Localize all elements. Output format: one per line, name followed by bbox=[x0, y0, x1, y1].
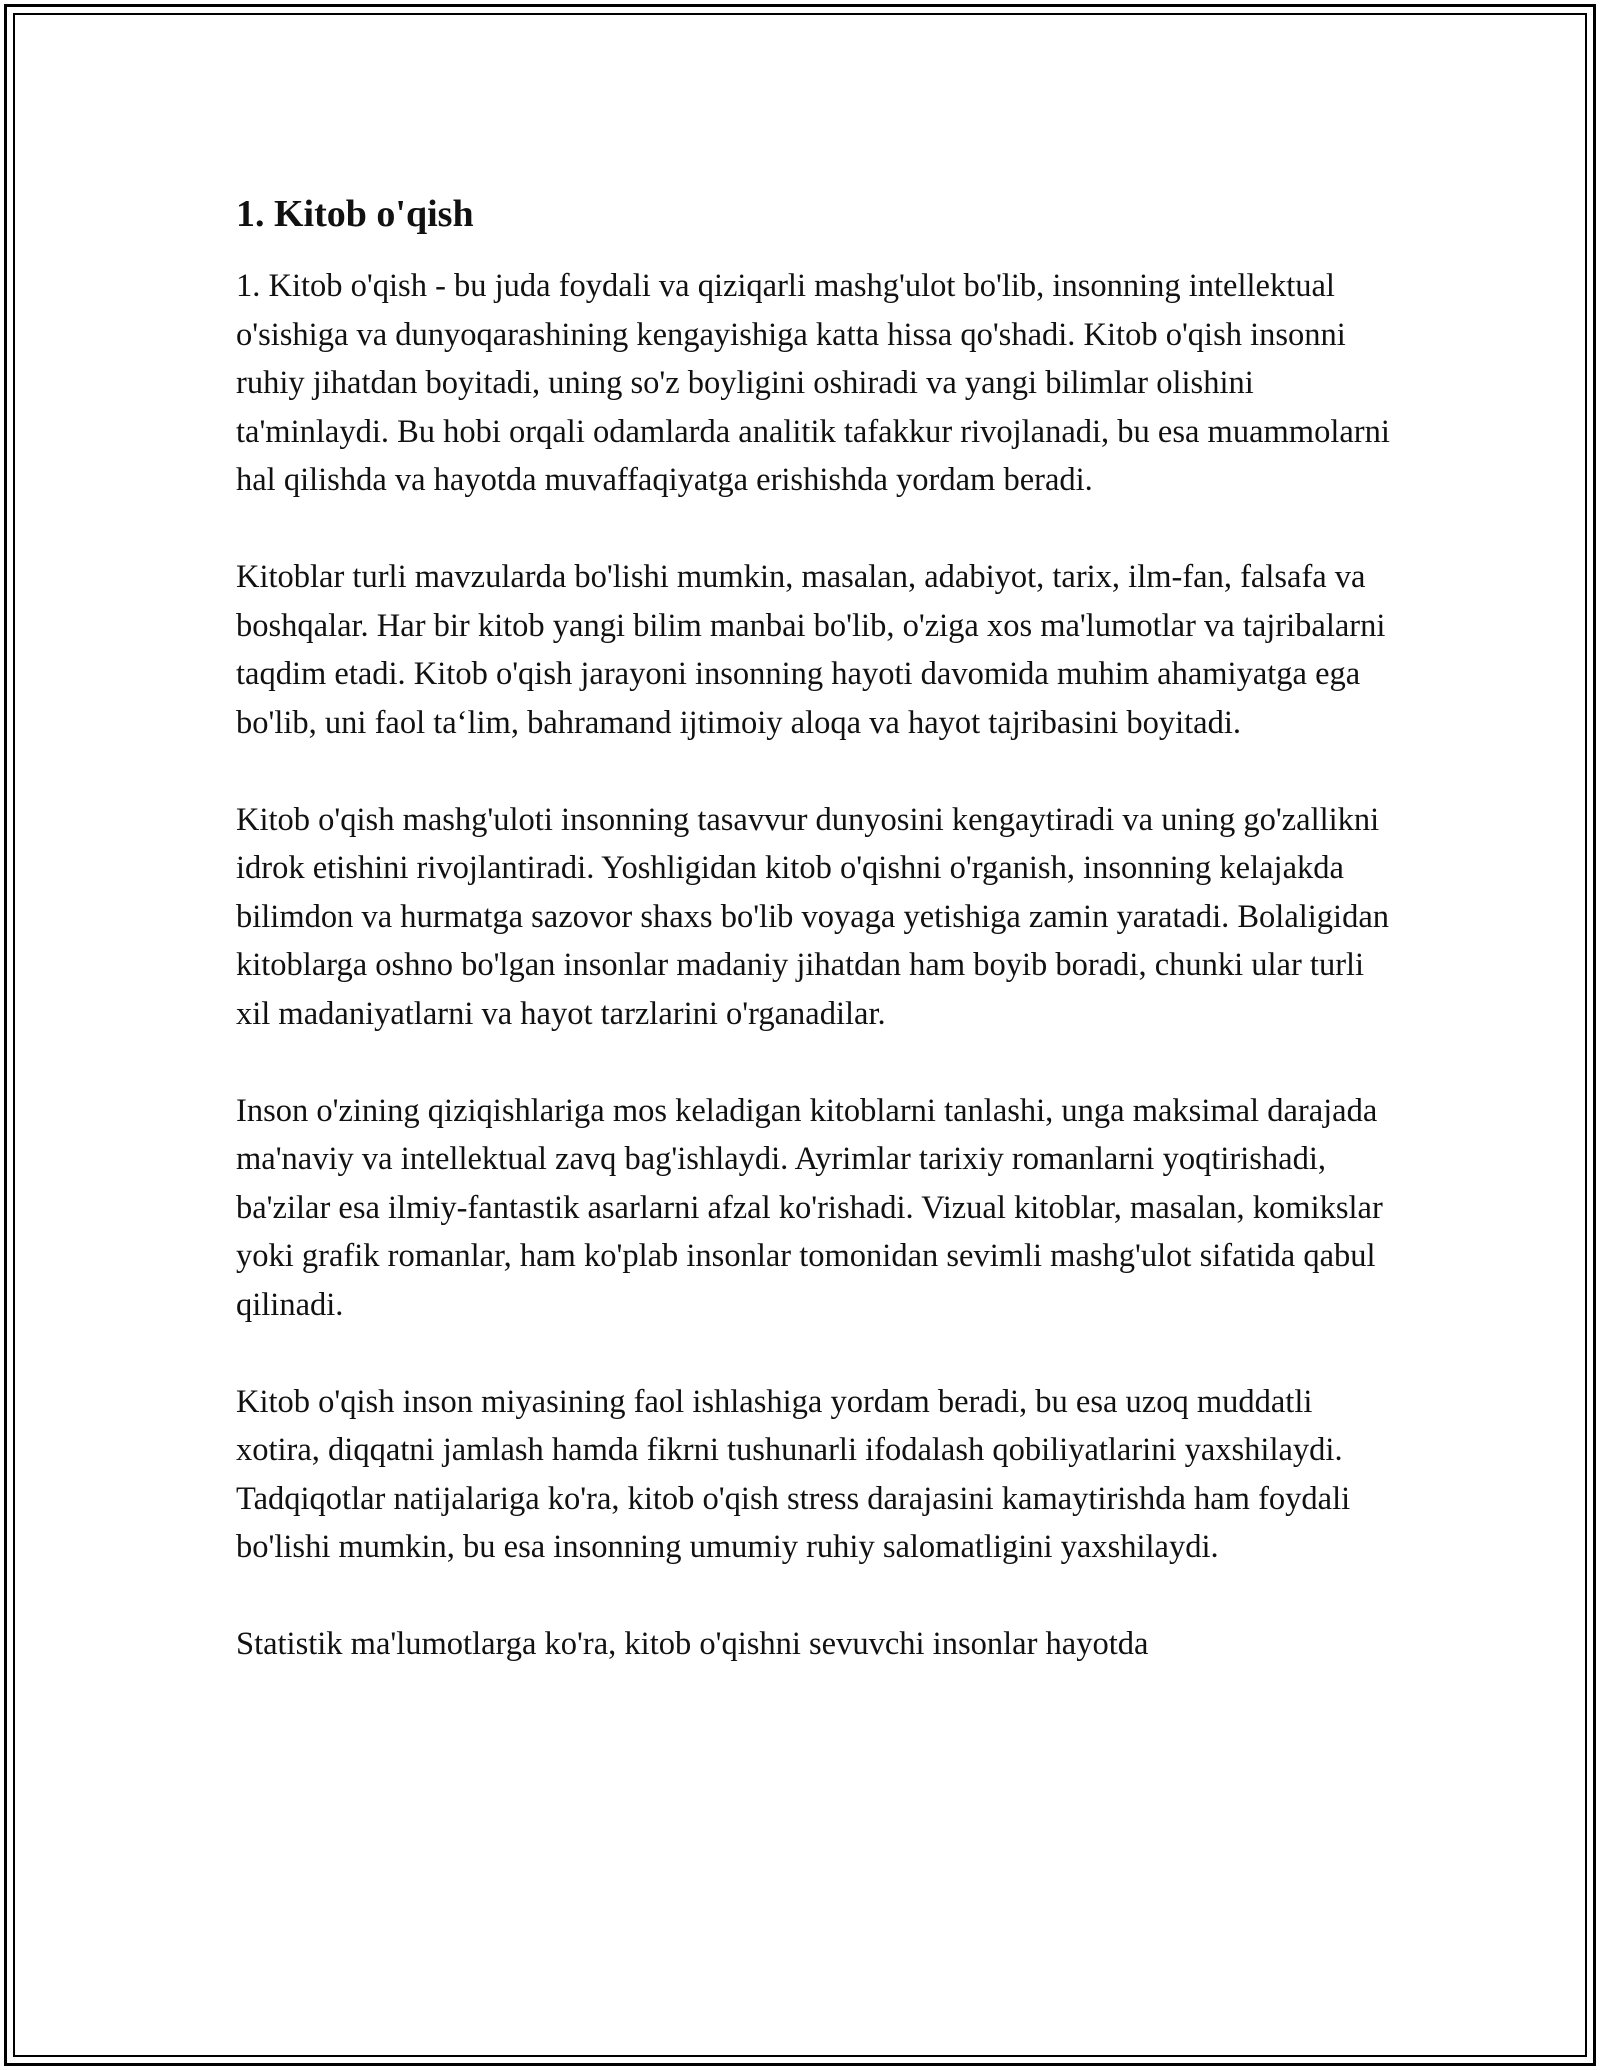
paragraph-2: Kitoblar turli mavzularda bo'lishi mumkin, masalan, adabiyot, tarix, ilm-fan, falsafa va boshqalar. Har bir kitob yangi bilim manbai bo'lib, o'ziga xos ma'lumotlar va tajribalarni taqdim etadi. Kitob o'qish jarayoni insonning hayoti davomida muhim ahamiyatga ega bo'lib, uni faol ta‘lim, bahramand ijtimoiy aloqa va hayot tajribasini boyitadi. bbox=[236, 559, 1386, 741]
paragraph-1: 1. Kitob o'qish - bu juda foydali va qiziqarli mashg'ulot bo'lib, insonning intellektual o'sishiga va dunyoqarashining kengayishiga katta hissa qo'shadi. Kitob o'qish insonni ruhiy jihatdan boyitadi, uning so'z boyligini oshiradi va yangi bilimlar olishini ta'minlaydi. Bu hobi orqali odamlarda analitik tafakkur rivojlanadi, bu esa muammolarni hal qilishda va hayotda muvaffaqiyatga erishishda yordam beradi. bbox=[236, 268, 1390, 498]
paragraph-5: Kitob o'qish inson miyasining faol ishlashiga yordam beradi, bu esa uzoq muddatli xotira, diqqatni jamlash hamda fikrni tushunarli ifodalash qobiliyatlarini yaxshilaydi. Tadqiqotlar natijalariga ko'ra, kitob o'qish stress darajasini kamaytirishda ham foydali bo'lishi mumkin, bu esa insonning umumiy ruhiy salomatligini yaxshilaydi. bbox=[236, 1383, 1351, 1565]
paragraph-4: Inson o'zining qiziqishlariga mos keladigan kitoblarni tanlashi, unga maksimal darajada ma'naviy va intellektual zavq bag'ishlaydi. Ayrimlar tarixiy romanlarni yoqtirishadi, ba'zilar esa ilmiy-fantastik asarlarni afzal ko'rishadi. Vizual kitoblar, masalan, komikslar yoki grafik romanlar, ham ko'plab insonlar tomonidan sevimli mashg'ulot sifatida qabul qilinadi. bbox=[236, 1092, 1383, 1323]
document-body bbox=[236, 186, 1396, 1717]
paragraph-3: Kitob o'qish mashg'uloti insonning tasavvur dunyosini kengaytiradi va uning go'zallikni idrok etishini rivojlantiradi. Yoshligidan kitob o'qishni o'rganish, insonning kelajakda bilimdon va hurmatga sazovor shaxs bo'lib voyaga yetishiga zamin yaratadi. Bolaligidan kitoblarga oshno bo'lgan insonlar madaniy jihatdan ham boyib boradi, chunki ular turli xil madaniyatlarni va hayot tarzlarini o'rganadilar. bbox=[236, 801, 1390, 1032]
paragraph-6: Statistik ma'lumotlarga ko'ra, kitob o'qishni sevuvchi insonlar hayotda bbox=[236, 1626, 1149, 1662]
section-heading: 1. Kitob o'qish bbox=[236, 193, 474, 235]
